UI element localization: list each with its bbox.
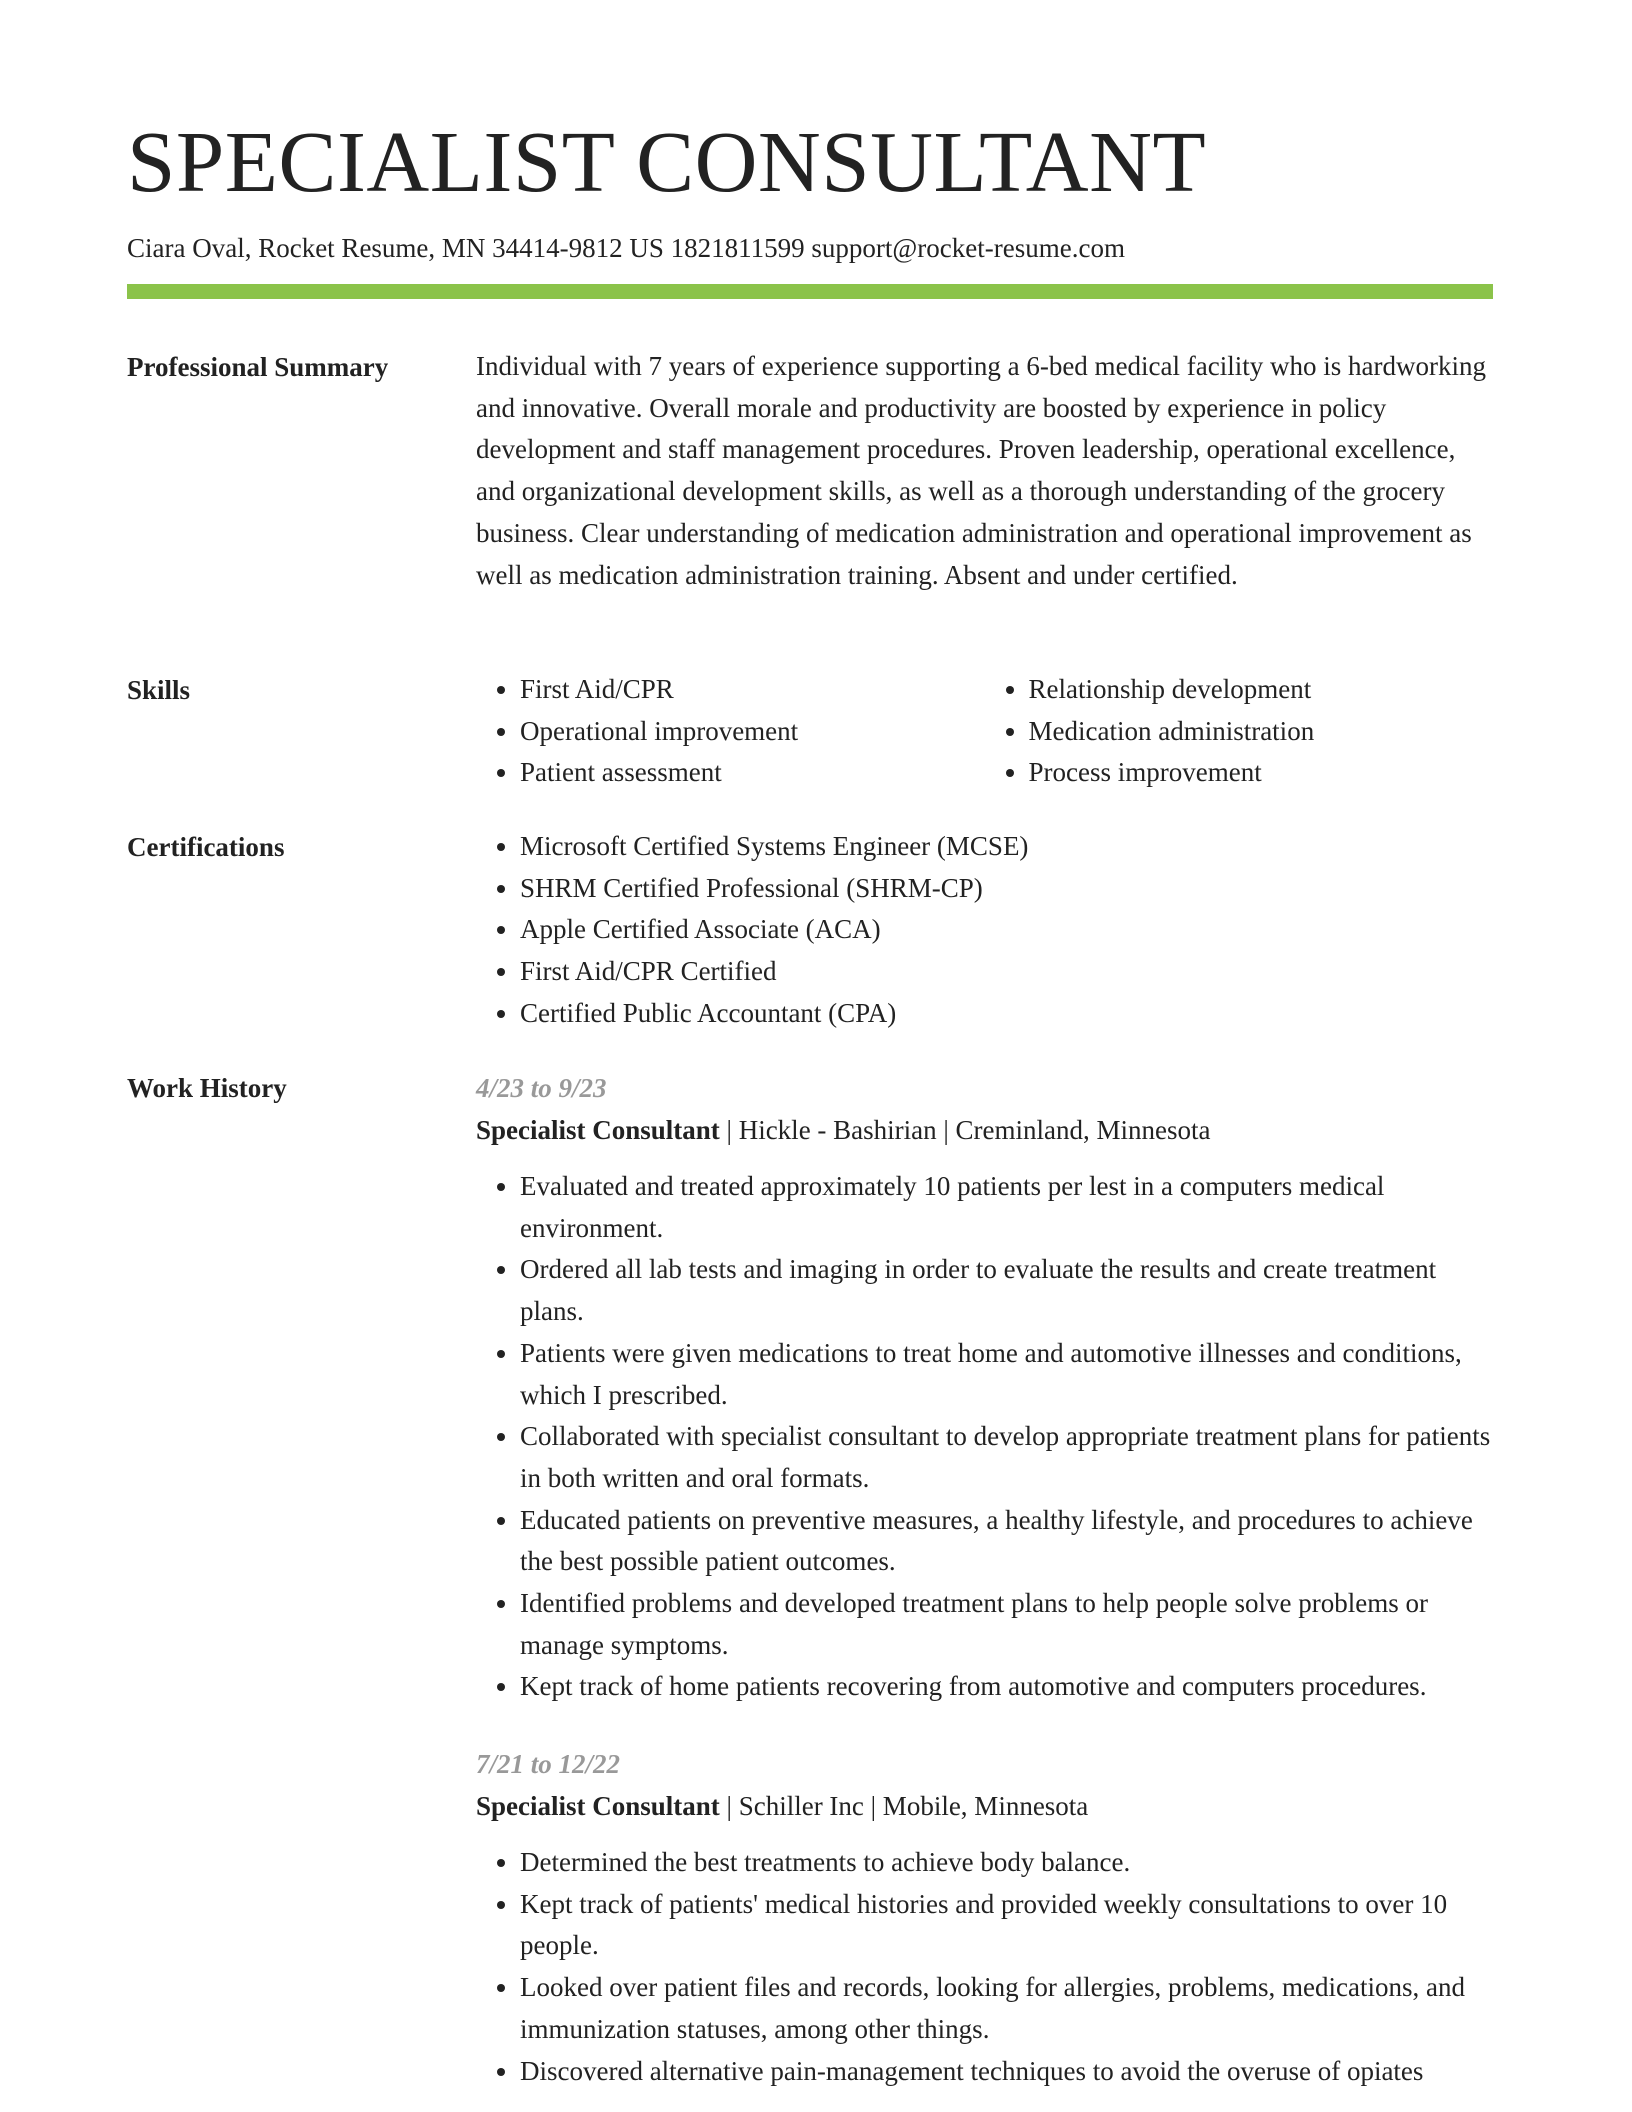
job-bullet: • Patients were given medications to treat home and automotive illnesses and conditions, which I prescribed.: [520, 1333, 1493, 1416]
job-bullet: • Looked over patient files and records, looking for allergies, problems, medications, and immunization statuses, among other things.: [520, 1967, 1493, 2050]
job-bullet: • Determined the best treatments to achieve body balance.: [520, 1842, 1493, 1884]
skills-list-right: [985, 669, 1494, 794]
certification-item: • First Aid/CPR Certified: [520, 951, 1493, 993]
section-label-certifications: Certifications: [127, 832, 285, 862]
resume-title: SPECIALIST CONSULTANT: [127, 113, 1207, 210]
skill-item: • Medication administration: [1029, 711, 1494, 753]
header-divider: [127, 284, 1493, 299]
skill-item: • Operational improvement: [520, 711, 985, 753]
job-entry-2: [476, 1743, 1493, 2092]
job-details: | Schiller Inc | Mobile, Minnesota: [719, 1791, 1089, 1821]
skill-item: • First Aid/CPR: [520, 669, 985, 711]
job-dates: 7/21 to 12/22: [476, 1749, 621, 1779]
job-bullets: [476, 1842, 1493, 2092]
job-heading: [476, 1109, 1493, 1151]
job-entry-1: [476, 1067, 1493, 1708]
skills-list-left: [476, 669, 985, 794]
certification-item: • Apple Certified Associate (ACA): [520, 909, 1493, 951]
certifications-section: [476, 826, 1493, 1035]
section-label-skills: Skills: [127, 675, 191, 705]
job-bullet: • Evaluated and treated approximately 10 patients per lest in a computers medical environment.: [520, 1166, 1493, 1249]
job-bullet: • Collaborated with specialist consultant to develop appropriate treatment plans for patients in both written and oral formats.: [520, 1416, 1493, 1499]
job-bullet: • Identified problems and developed treatment plans to help people solve problems or manage symptoms.: [520, 1583, 1493, 1666]
skill-item: • Patient assessment: [520, 752, 985, 794]
job-dates: 4/23 to 9/23: [476, 1073, 607, 1103]
job-role: Specialist Consultant: [476, 1791, 720, 1821]
certification-item: • SHRM Certified Professional (SHRM-CP): [520, 868, 1493, 910]
section-label-work-history: Work History: [127, 1073, 287, 1103]
job-heading: [476, 1785, 1493, 1827]
job-bullets: [476, 1166, 1493, 1708]
summary-text: Individual with 7 years of experience supporting a 6-bed medical facility who is hardworking and innovative. Overall morale and productivity are boosted by experience in policy development and staff management procedures. Proven leadership, operational excellence, and organizational development skills, as well as a thorough understanding of the grocery business. Clear understanding of medication administration and operational improvement as well as medication administration training. Absent and under certified.: [476, 351, 1486, 590]
job-bullet: • Kept track of patients' medical histories and provided weekly consultations to over 10 people.: [520, 1884, 1493, 1967]
summary-section: [476, 346, 1493, 596]
job-bullet: • Discovered alternative pain-management techniques to avoid the overuse of opiates: [520, 2051, 1493, 2093]
skill-item: • Process improvement: [1029, 752, 1494, 794]
contact-line: Ciara Oval, Rocket Resume, MN 34414-9812 US 1821811599 support@rocket-resume.com: [127, 233, 1125, 263]
job-role: Specialist Consultant: [476, 1115, 720, 1145]
job-bullet: • Kept track of home patients recovering from automotive and computers procedures.: [520, 1666, 1493, 1708]
certifications-list: [476, 826, 1493, 1035]
job-bullet: • Educated patients on preventive measures, a healthy lifestyle, and procedures to achieve the best possible patient outcomes.: [520, 1500, 1493, 1583]
job-bullet: • Ordered all lab tests and imaging in order to evaluate the results and create treatment plans.: [520, 1249, 1493, 1332]
certification-item: • Certified Public Accountant (CPA): [520, 993, 1493, 1035]
job-details: | Hickle - Bashirian | Creminland, Minnesota: [719, 1115, 1211, 1145]
certification-item: • Microsoft Certified Systems Engineer (MCSE): [520, 826, 1493, 868]
skills-section: [476, 669, 1493, 794]
section-label-summary: Professional Summary: [127, 352, 389, 382]
skill-item: • Relationship development: [1029, 669, 1494, 711]
